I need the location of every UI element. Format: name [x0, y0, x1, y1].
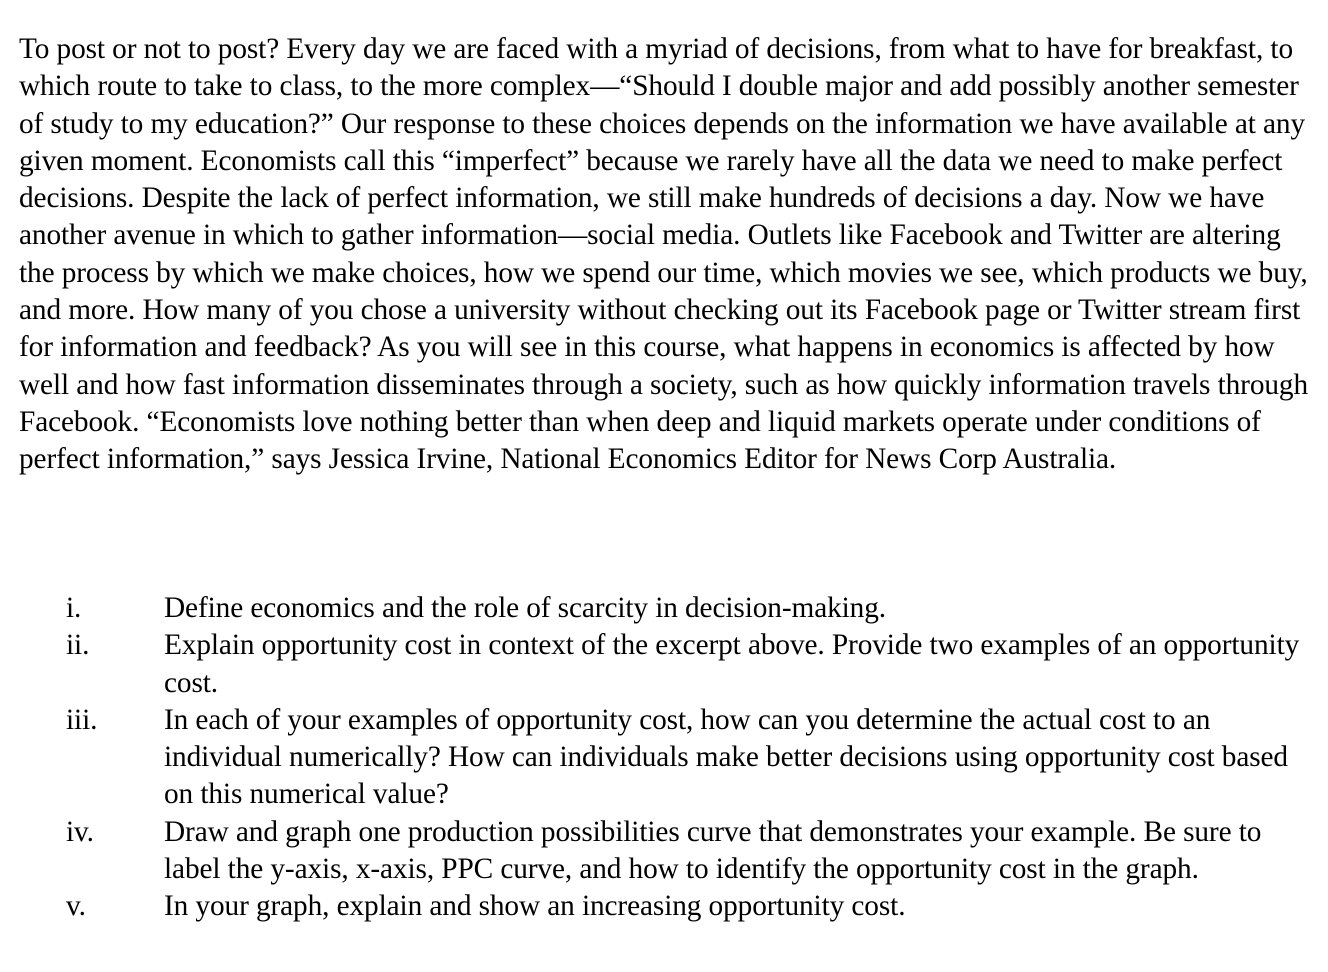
question-text: In your graph, explain and show an increasing opportunity cost. — [164, 890, 906, 923]
question-text: Draw and graph one production possibilities curve that demonstrates your example. Be sure to label the y-axis, x-axis, PPC curve, and how to identify the opportunity cost in the graph. — [164, 815, 1262, 886]
question-text: Define economics and the role of scarcity in decision-making. — [164, 592, 887, 624]
question-number: ii. — [66, 629, 90, 662]
question-number: iii. — [66, 703, 98, 736]
intro-paragraph: To post or not to post? Every day we are faced with a myriad of decisions, from what to have for breakfast, to which route to take to class, to the more complex—“Should I double major and add possibly another semester of study to my education?” Our response to these choices depends on the information we have available at any given moment. Economists call this “imperfect” because we rarely have all the data we need to make perfect decisions. Despite the lack of perfect information, we still make hundreds of decisions a day. Now we have another avenue in which to gather information—social media. Outlets like Facebook and Twitter are altering the process by which we make choices, how we spend our time, which movies we see, which products we buy, and more. How many of you chose a university without checking out its Facebook page or Twitter stream first for information and feedback? As you will see in this course, what happens in economics is affected by how well and how fast information disseminates through a society, such as how quickly information travels through Facebook. “Economists love nothing better than when deep and liquid markets operate under conditions of perfect information,” says Jessica Irvine, National Economics Editor for News Corp Australia. — [19, 33, 1309, 476]
question-text: Explain opportunity cost in context of the excerpt above. Provide two examples of an opportunity cost. — [164, 629, 1300, 699]
document-page — [19, 31, 1311, 923]
question-item — [19, 627, 1311, 702]
question-item — [19, 702, 1311, 814]
question-text: In each of your examples of opportunity cost, how can you determine the actual cost to an individual numerically? How can individuals make better decisions using opportunity cost based on this numerical value? — [164, 703, 1288, 811]
question-number: v. — [66, 890, 86, 923]
question-number: i. — [66, 592, 82, 624]
question-list — [19, 590, 1311, 926]
question-item — [19, 590, 1311, 627]
question-number: iv. — [66, 815, 94, 848]
question-item — [19, 814, 1311, 889]
question-item — [19, 888, 1311, 925]
